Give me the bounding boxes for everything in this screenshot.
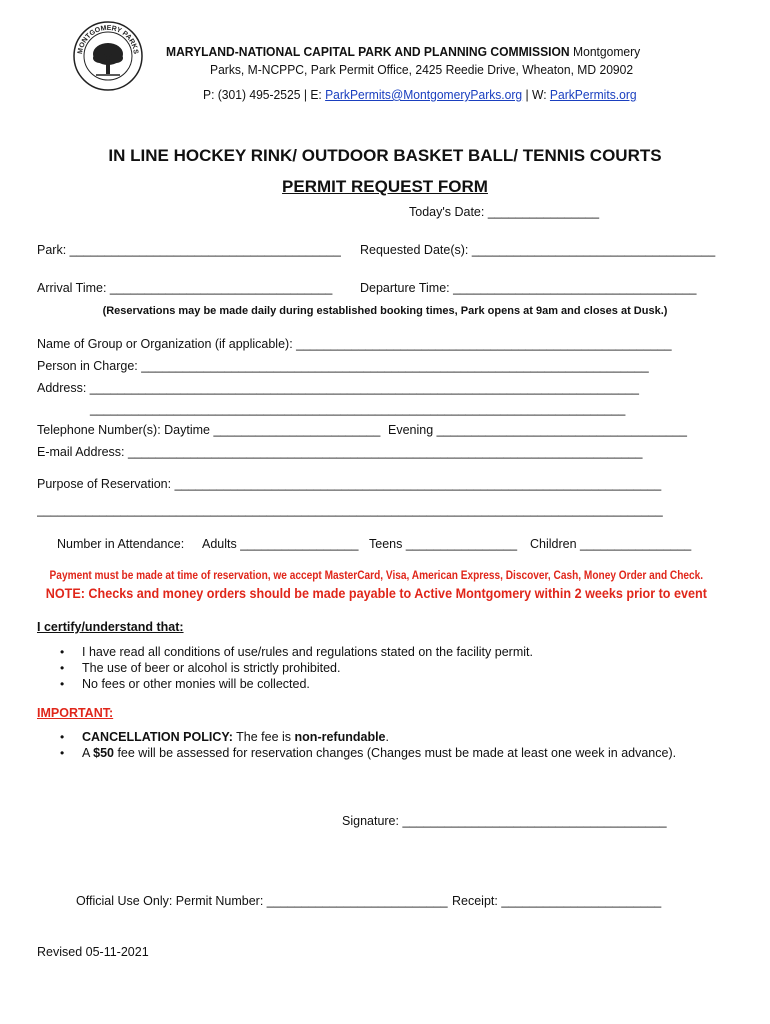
org-address: Parks, M-NCPPC, Park Permit Office, 2425 Reedie Drive, Wheaton, MD 20902 — [210, 62, 634, 77]
cancellation-end: . — [385, 730, 389, 744]
permit-number-field[interactable]: Official Use Only: Permit Number: __________________________ — [76, 894, 448, 908]
list-item — [60, 745, 676, 761]
email-link[interactable]: ParkPermits@MontgomeryParks.org — [325, 87, 523, 102]
arrival-time-field[interactable]: Arrival Time: ________________________________ — [37, 281, 333, 295]
adults-field[interactable]: Adults _________________ — [202, 537, 359, 551]
payment-note — [0, 585, 752, 601]
payment-note-text: NOTE: Checks and money orders should be made payable to Active Montgomery within 2 weeks prior to event — [45, 585, 707, 601]
tree-icon — [93, 43, 123, 75]
phone-text: P: (301) 495-2525 | E: — [203, 87, 326, 102]
telephone-evening-field[interactable]: Evening ____________________________________ — [388, 423, 687, 437]
receipt-field[interactable]: Receipt: _______________________ — [452, 894, 662, 908]
attendance-label: Number in Attendance: — [57, 537, 185, 551]
purpose-line2-field[interactable]: __________________________________________________________________________________________ — [37, 503, 663, 517]
form-title: IN LINE HOCKEY RINK/ OUTDOOR BASKET BALL/ TENNIS COURTS — [108, 146, 662, 165]
list-item: • No fees or other monies will be collected. — [60, 676, 533, 692]
departure-time-field[interactable]: Departure Time: ___________________________________ — [360, 281, 697, 295]
teens-field[interactable]: Teens ________________ — [369, 537, 518, 551]
children-field[interactable]: Children ________________ — [530, 537, 692, 551]
email-address-field[interactable]: E-mail Address: __________________________________________________________________________ — [37, 445, 643, 459]
list-item — [60, 729, 676, 745]
payment-info — [0, 570, 752, 582]
signature-field[interactable]: Signature: ______________________________________ — [342, 814, 667, 828]
group-name-field[interactable]: Name of Group or Organization (if applicable): ______________________________________________________ — [37, 337, 672, 351]
purpose-field[interactable]: Purpose of Reservation: ______________________________________________________________________ — [37, 477, 662, 491]
telephone-daytime-field[interactable]: Telephone Number(s): Daytime ________________________ — [37, 423, 381, 437]
important-list — [60, 729, 676, 761]
payment-text: Payment must be made at time of reservation, we accept MasterCard, Visa, American Express, Discover, Cash, Money Order and Check. — [49, 570, 703, 582]
cancellation-text: The fee is — [232, 730, 295, 744]
list-item: • I have read all conditions of use/rules and regulations stated on the facility permit. — [60, 644, 533, 660]
logo-text: MONTGOMERY PARKS — [76, 24, 139, 55]
list-item: • The use of beer or alcohol is strictly prohibited. — [60, 660, 533, 676]
web-prefix: | W: — [522, 87, 550, 102]
website-link[interactable]: ParkPermits.org — [549, 87, 637, 102]
certify-list — [60, 644, 533, 692]
fee-prefix: A — [82, 746, 94, 760]
montgomery-parks-logo — [72, 20, 144, 92]
certify-heading: I certify/understand that: — [37, 620, 184, 634]
revised-date: Revised 05-11-2021 — [37, 945, 149, 959]
person-in-charge-field[interactable]: Person in Charge: _________________________________________________________________________ — [37, 359, 649, 373]
todays-date-field[interactable]: Today's Date: ________________ — [409, 205, 600, 219]
requested-dates-field[interactable]: Requested Date(s): ___________________________________ — [360, 243, 716, 257]
fee-text: fee will be assessed for reservation changes (Changes must be made at least one week in advance). — [113, 746, 677, 760]
form-subtitle: PERMIT REQUEST FORM — [282, 177, 488, 196]
org-name: MARYLAND-NATIONAL CAPITAL PARK AND PLANNING COMMISSION — [166, 44, 570, 59]
fee-amount: $50 — [93, 746, 114, 760]
important-heading: IMPORTANT: — [37, 706, 114, 720]
contact-line — [203, 87, 637, 102]
park-field[interactable]: Park: _______________________________________ — [37, 243, 341, 257]
org-header-line1 — [166, 44, 640, 59]
address-line2-field[interactable]: _____________________________________________________________________________ — [90, 402, 626, 416]
address-field[interactable]: Address: _______________________________________________________________________________ — [37, 381, 640, 395]
org-name-rest: Montgomery — [569, 44, 641, 59]
cancellation-label: CANCELLATION POLICY: — [82, 730, 233, 744]
non-refundable: non-refundable — [294, 730, 386, 744]
reservation-note: (Reservations may be made daily during established booking times, Park opens at 9am and closes at Dusk.) — [102, 305, 668, 317]
